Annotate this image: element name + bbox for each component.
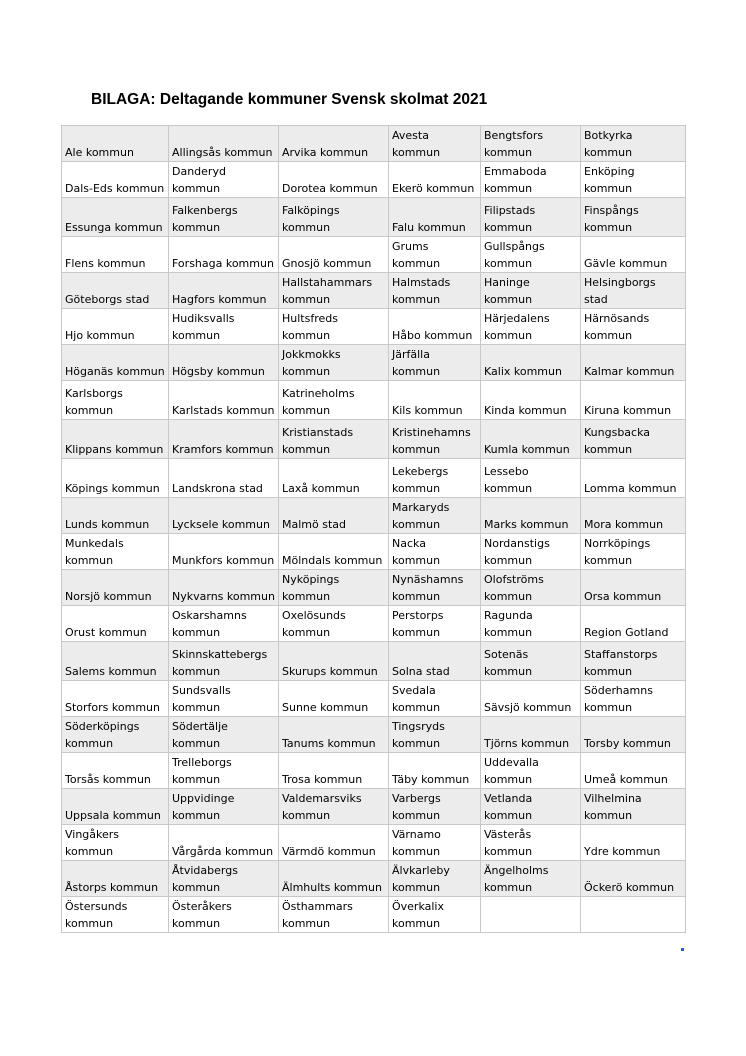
table-cell[interactable] [389,534,481,570]
table-cell[interactable] [169,753,279,789]
table-cell[interactable] [389,498,481,534]
table-cell[interactable] [481,825,581,861]
table-cell[interactable] [389,681,481,717]
table-row [62,309,686,345]
table-row [62,162,686,198]
table-cell[interactable] [62,681,169,717]
table-cell[interactable] [389,606,481,642]
cell-text: Tanums kommun [282,737,376,750]
cell-text: Svedala kommun [392,684,441,714]
cell-text: Österåkers kommun [172,900,232,930]
cell-text: Emmaboda kommun [484,165,547,195]
cell-text: Munkfors kommun [172,554,275,567]
cell-text: Umeå kommun [584,773,668,786]
table-cell[interactable] [581,861,686,897]
table-cell[interactable] [279,273,389,309]
cell-text: Helsingborgs stad [584,276,656,306]
cell-text: Kungsbacka kommun [584,426,651,456]
cell-text: Region Gotland [584,626,669,639]
table-cell[interactable] [62,606,169,642]
cell-text: Karlsborgs kommun [65,387,123,417]
cell-text: Lessebo kommun [484,465,533,495]
table-row [62,345,686,381]
cell-text: Staffanstorps kommun [584,648,658,678]
cell-text: Lomma kommun [584,482,677,495]
table-cell[interactable] [481,789,581,825]
table-cell[interactable] [62,309,169,345]
cell-text: Kristianstads kommun [282,426,354,456]
table-cell[interactable] [581,681,686,717]
table-cell[interactable] [279,162,389,198]
table-cell[interactable] [62,273,169,309]
table-cell[interactable] [389,309,481,345]
cell-text: Ekerö kommun [392,182,475,195]
cell-text: Salems kommun [65,665,157,678]
cell-text: Sävsjö kommun [484,701,572,714]
table-cell[interactable] [481,198,581,237]
cell-text: Östhammars kommun [282,900,353,930]
table-cell[interactable] [481,642,581,681]
table-cell[interactable] [279,498,389,534]
cell-text: Skurups kommun [282,665,378,678]
table-cell[interactable] [279,861,389,897]
table-cell[interactable] [169,861,279,897]
cell-text: Tingsryds kommun [392,720,445,750]
table-cell[interactable] [279,198,389,237]
cell-text: Gävle kommun [584,257,668,270]
cell-text: Kramfors kommun [172,443,274,456]
cell-text: Orust kommun [65,626,147,639]
table-row [62,498,686,534]
table-cell[interactable] [169,345,279,381]
kommun-table [61,125,686,933]
table-cell[interactable] [581,162,686,198]
cell-text: Kumla kommun [484,443,570,456]
cell-text: Höganäs kommun [65,365,165,378]
table-row [62,459,686,498]
table-row [62,198,686,237]
table-cell[interactable] [169,237,279,273]
cell-text: Arvika kommun [282,146,369,159]
table-cell[interactable] [62,534,169,570]
table-cell[interactable] [481,897,581,933]
cell-text: Sundsvalls kommun [172,684,231,714]
cell-text: Uppsala kommun [65,809,161,822]
table-cell[interactable] [279,681,389,717]
cell-text: Västerås kommun [484,828,533,858]
table-cell[interactable] [481,459,581,498]
table-cell[interactable] [169,897,279,933]
cell-text: Vårgårda kommun [172,845,274,858]
table-cell[interactable] [279,381,389,420]
table-cell[interactable] [581,381,686,420]
cell-text: Sunne kommun [282,701,369,714]
cell-text: Klippans kommun [65,443,164,456]
cell-text: Marks kommun [484,518,569,531]
cell-text: Hallstahammars kommun [282,276,373,306]
table-cell[interactable] [481,162,581,198]
table-cell[interactable] [389,825,481,861]
cell-text: Kinda kommun [484,404,567,417]
table-cell[interactable] [481,606,581,642]
cell-text: Falu kommun [392,221,466,234]
cell-text: Lycksele kommun [172,518,270,531]
cell-text: Solna stad [392,665,450,678]
cell-text: Håbo kommun [392,329,473,342]
table-cell[interactable] [62,570,169,606]
table-cell[interactable] [169,789,279,825]
table-cell[interactable] [62,897,169,933]
cell-text: Värnamo kommun [392,828,441,858]
cell-text: Järfälla kommun [392,348,441,378]
cell-text: Nordanstigs kommun [484,537,550,567]
cell-text: Älmhults kommun [282,881,382,894]
cell-text: Åstorps kommun [65,881,159,894]
table-cell[interactable] [581,126,686,162]
cell-text: Oxelösunds kommun [282,609,346,639]
table-cell[interactable] [581,459,686,498]
table-cell[interactable] [169,381,279,420]
table-cell[interactable] [389,381,481,420]
table-row [62,789,686,825]
table-cell[interactable] [581,498,686,534]
cell-text: Sotenäs kommun [484,648,533,678]
table-cell[interactable] [169,717,279,753]
table-cell[interactable] [169,459,279,498]
table-cell[interactable] [581,606,686,642]
cell-text: Valdemarsviks kommun [282,792,362,822]
table-row [62,606,686,642]
table-row [62,717,686,753]
kommun-table-body [62,126,686,933]
cell-text: Storfors kommun [65,701,160,714]
cell-text: Jokkmokks kommun [282,348,341,378]
table-cell[interactable] [389,345,481,381]
cell-text: Dorotea kommun [282,182,378,195]
cell-text: Gullspångs kommun [484,240,545,270]
table-cell[interactable] [62,381,169,420]
cell-text: Falkenbergs kommun [172,204,238,234]
cell-text: Laxå kommun [282,482,360,495]
table-cell[interactable] [581,420,686,459]
table-cell[interactable] [481,681,581,717]
cell-text: Grums kommun [392,240,441,270]
cell-text: Flens kommun [65,257,146,270]
table-cell[interactable] [169,606,279,642]
table-cell[interactable] [389,789,481,825]
table-cell[interactable] [481,345,581,381]
table-cell[interactable] [62,162,169,198]
cell-text: Kils kommun [392,404,463,417]
table-cell[interactable] [62,861,169,897]
table-cell[interactable] [581,753,686,789]
table-cell[interactable] [169,198,279,237]
table-cell[interactable] [389,570,481,606]
cell-text: Varbergs kommun [392,792,441,822]
cell-text: Täby kommun [392,773,470,786]
cell-text: Härjedalens kommun [484,312,550,342]
selection-handle[interactable] [681,948,684,951]
table-cell[interactable] [169,642,279,681]
cell-text: Göteborgs stad [65,293,150,306]
table-cell[interactable] [389,420,481,459]
cell-text: Överkalix kommun [392,900,444,930]
cell-text: Tjörns kommun [484,737,570,750]
cell-text: Ydre kommun [584,845,661,858]
cell-text: Vilhelmina kommun [584,792,642,822]
table-cell[interactable] [169,309,279,345]
cell-text: Hudiksvalls kommun [172,312,235,342]
table-cell[interactable] [279,753,389,789]
cell-text: Ängelholms kommun [484,864,549,894]
table-cell[interactable] [481,570,581,606]
table-cell[interactable] [62,825,169,861]
table-cell[interactable] [481,309,581,345]
table-row [62,381,686,420]
table-cell[interactable] [169,273,279,309]
table-cell[interactable] [279,897,389,933]
table-cell[interactable] [389,897,481,933]
cell-text: Högsby kommun [172,365,265,378]
table-cell[interactable] [581,198,686,237]
table-cell[interactable] [481,237,581,273]
table-cell[interactable] [389,459,481,498]
table-row [62,126,686,162]
cell-text: Söderköpings kommun [65,720,140,750]
table-cell[interactable] [481,753,581,789]
cell-text: Perstorps kommun [392,609,444,639]
table-cell[interactable] [389,273,481,309]
table-row [62,897,686,933]
cell-text: Falköpings kommun [282,204,340,234]
table-cell[interactable] [169,825,279,861]
table-row [62,237,686,273]
cell-text: Torsås kommun [65,773,151,786]
table-cell[interactable] [389,198,481,237]
table-cell[interactable] [169,534,279,570]
table-cell[interactable] [279,237,389,273]
table-cell[interactable] [279,345,389,381]
cell-text: Avesta kommun [392,129,441,159]
table-cell[interactable] [279,570,389,606]
table-cell[interactable] [481,420,581,459]
cell-text: Åtvidabergs kommun [172,864,238,894]
cell-text: Hjo kommun [65,329,135,342]
cell-text: Ragunda kommun [484,609,533,639]
table-cell[interactable] [279,309,389,345]
table-cell[interactable] [581,642,686,681]
cell-text: Hultsfreds kommun [282,312,338,342]
table-cell[interactable] [62,642,169,681]
table-row [62,534,686,570]
cell-text: Kristinehamns kommun [392,426,471,456]
table-cell[interactable] [481,273,581,309]
table-row [62,273,686,309]
cell-text: Landskrona stad [172,482,263,495]
table-cell[interactable] [169,162,279,198]
table-cell[interactable] [581,825,686,861]
cell-text: Norsjö kommun [65,590,152,603]
table-cell[interactable] [279,420,389,459]
table-cell[interactable] [279,126,389,162]
table-cell[interactable] [581,345,686,381]
table-cell[interactable] [62,198,169,237]
table-row [62,753,686,789]
table-cell[interactable] [169,570,279,606]
cell-text: Gnosjö kommun [282,257,372,270]
cell-text: Uppvidinge kommun [172,792,235,822]
cell-text: Torsby kommun [584,737,671,750]
cell-text: Dals-Eds kommun [65,182,165,195]
table-cell[interactable] [481,381,581,420]
cell-text: Nacka kommun [392,537,441,567]
table-cell[interactable] [581,570,686,606]
table-row [62,642,686,681]
table-cell[interactable] [481,126,581,162]
table-cell[interactable] [581,534,686,570]
cell-text: Kalix kommun [484,365,562,378]
cell-text: Härnösands kommun [584,312,650,342]
table-cell[interactable] [62,345,169,381]
table-cell[interactable] [62,420,169,459]
cell-text: Markaryds kommun [392,501,450,531]
table-cell[interactable] [169,681,279,717]
table-row [62,570,686,606]
table-row [62,861,686,897]
table-cell[interactable] [581,897,686,933]
table-cell[interactable] [581,309,686,345]
cell-text: Malmö stad [282,518,346,531]
cell-text: Munkedals kommun [65,537,124,567]
cell-text: Oskarshamns kommun [172,609,247,639]
cell-text: Uddevalla kommun [484,756,539,786]
cell-text: Finspångs kommun [584,204,639,234]
cell-text: Södertälje kommun [172,720,228,750]
cell-text: Lekebergs kommun [392,465,449,495]
cell-text: Olofströms kommun [484,573,544,603]
cell-text: Trosa kommun [282,773,363,786]
table-cell[interactable] [279,459,389,498]
cell-text: Trelleborgs kommun [172,756,232,786]
table-cell[interactable] [581,273,686,309]
cell-text: Essunga kommun [65,221,163,234]
cell-text: Orsa kommun [584,590,662,603]
cell-text: Älvkarleby kommun [392,864,450,894]
table-cell[interactable] [169,126,279,162]
cell-text: Enköping kommun [584,165,635,195]
table-cell[interactable] [62,753,169,789]
cell-text: Öckerö kommun [584,881,675,894]
cell-text: Katrineholms kommun [282,387,355,417]
cell-text: Danderyd kommun [172,165,226,195]
cell-text: Nyköpings kommun [282,573,340,603]
table-cell[interactable] [279,606,389,642]
table-cell[interactable] [389,126,481,162]
table-cell[interactable] [389,717,481,753]
cell-text: Bengtsfors kommun [484,129,544,159]
page-title: BILAGA: Deltagande kommuner Svensk skolmat 2021 [91,91,488,108]
cell-text: Hagfors kommun [172,293,267,306]
table-cell[interactable] [279,534,389,570]
table-row [62,825,686,861]
table-cell[interactable] [481,717,581,753]
cell-text: Halmstads kommun [392,276,451,306]
table-row [62,681,686,717]
table-cell[interactable] [62,459,169,498]
cell-text: Köpings kommun [65,482,160,495]
table-cell[interactable] [279,717,389,753]
table-cell[interactable] [62,789,169,825]
table-cell[interactable] [389,753,481,789]
cell-text: Söderhamns kommun [584,684,653,714]
table-cell[interactable] [389,162,481,198]
cell-text: Kalmar kommun [584,365,675,378]
table-cell[interactable] [62,126,169,162]
table-cell[interactable] [581,237,686,273]
table-cell[interactable] [581,789,686,825]
cell-text: Kiruna kommun [584,404,672,417]
cell-text: Nynäshamns kommun [392,573,464,603]
table-cell[interactable] [62,498,169,534]
table-cell[interactable] [279,789,389,825]
table-cell[interactable] [389,642,481,681]
cell-text: Botkyrka kommun [584,129,633,159]
table-cell[interactable] [389,861,481,897]
cell-text: Forshaga kommun [172,257,274,270]
cell-text: Lunds kommun [65,518,150,531]
table-cell[interactable] [62,717,169,753]
cell-text: Filipstads kommun [484,204,536,234]
table-cell[interactable] [279,642,389,681]
table-cell[interactable] [481,861,581,897]
table-cell[interactable] [481,498,581,534]
cell-text: Ale kommun [65,146,134,159]
table-cell[interactable] [389,237,481,273]
cell-text: Östersunds kommun [65,900,128,930]
cell-text: Allingsås kommun [172,146,273,159]
cell-text: Mora kommun [584,518,664,531]
table-row [62,420,686,459]
table-cell[interactable] [169,420,279,459]
table-cell[interactable] [481,534,581,570]
table-cell[interactable] [169,498,279,534]
cell-text: Mölndals kommun [282,554,383,567]
cell-text: Skinnskattebergs kommun [172,648,268,678]
cell-text: Vetlanda kommun [484,792,533,822]
cell-text: Vingåkers kommun [65,828,120,858]
table-cell[interactable] [279,825,389,861]
cell-text: Nykvarns kommun [172,590,275,603]
table-cell[interactable] [581,717,686,753]
cell-text: Haninge kommun [484,276,533,306]
table-cell[interactable] [62,237,169,273]
cell-text: Karlstads kommun [172,404,275,417]
cell-text: Värmdö kommun [282,845,376,858]
cell-text: Norrköpings kommun [584,537,651,567]
